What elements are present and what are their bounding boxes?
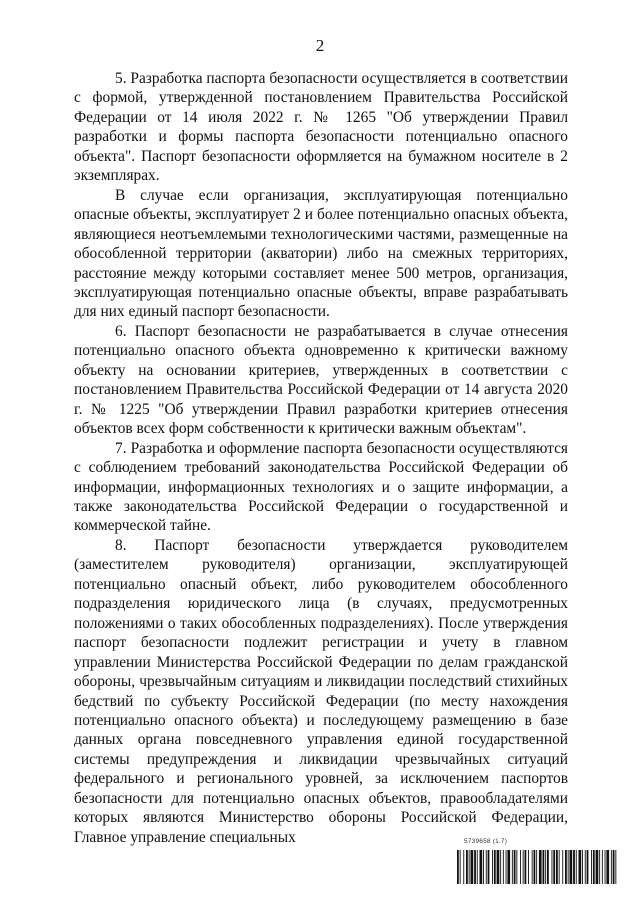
paragraph-5: 5. Разработка паспорта безопасности осуществляется в соответствии с формой, утвержденной постановлением Правительства Российской Федерации от 14 июля 2022 г. № 1265 "Об утверждении Правил разработки и формы паспорта безопасности потенциально опасного объекта". Паспорт безопасности оформляется на бумажном носителе в 2 экземплярах. <box>74 70 568 185</box>
document-barcode <box>456 838 618 886</box>
document-body <box>74 69 568 847</box>
paragraph-6: 6. Паспорт безопасности не разрабатывается в случае отнесения потенциально опасного объекта одновременно к критически важному объекту на основании критериев, утвержденных в соответствии с постановлением Правительства Российской Федерации от 14 августа 2020 г. № 1225 "Об утверждении Правил разработки критериев отнесения объектов всех форм собственности к критически важным объектам". <box>74 322 568 438</box>
barcode-icon <box>456 850 618 884</box>
barcode-label: 5739658 (1.7) <box>464 838 508 845</box>
paragraph-5-continued: В случае если организация, эксплуатирующая потенциально опасные объекты, эксплуатирует 2 и более потенциально опасных объекта, являющиеся неотъемлемыми технологическими частями, размещенные на обособленной территории (акватории) либо на смежных территориях, расстояние между которыми составляет менее 500 метров, организация, эксплуатирующая потенциально опасные объекты, вправе разрабатывать для них единый паспорт безопасности. <box>74 186 568 321</box>
paragraph-7: 7. Разработка и оформление паспорта безопасности осуществляются с соблюдением требований законодательства Российской Федерации об информации, информационных технологиях и о защите информации, а также законодательства Российской Федерации о государственной и коммерческой тайне. <box>74 439 568 535</box>
page-number: 2 <box>315 36 325 55</box>
paragraph-8: 8. Паспорт безопасности утверждается руководителем (заместителем руководителя) организации, эксплуатирующей потенциально опасный объект, либо руководителем обособленного подразделения юридического лица (в случаях, предусмотренных положениями о таких обособленных подразделениях). После утверждения паспорт безопасности подлежит регистрации и учету в главном управлении Министерства Российской Федерации по делам гражданской обороны, чрезвычайным ситуациям и ликвидации последствий стихийных бедствий по субъекту Российской Федерации (по месту нахождения потенциально опасного объекта) и последующему размещению в базе данных органа повседневного управления единой государственной системы предупреждения и ликвидации чрезвычайных ситуаций федерального и регионального уровней, за исключением паспортов безопасности для потенциально опасных объектов, правообладателями которых являются Министерство обороны Российской Федерации, Главное управление специальных <box>74 536 568 846</box>
